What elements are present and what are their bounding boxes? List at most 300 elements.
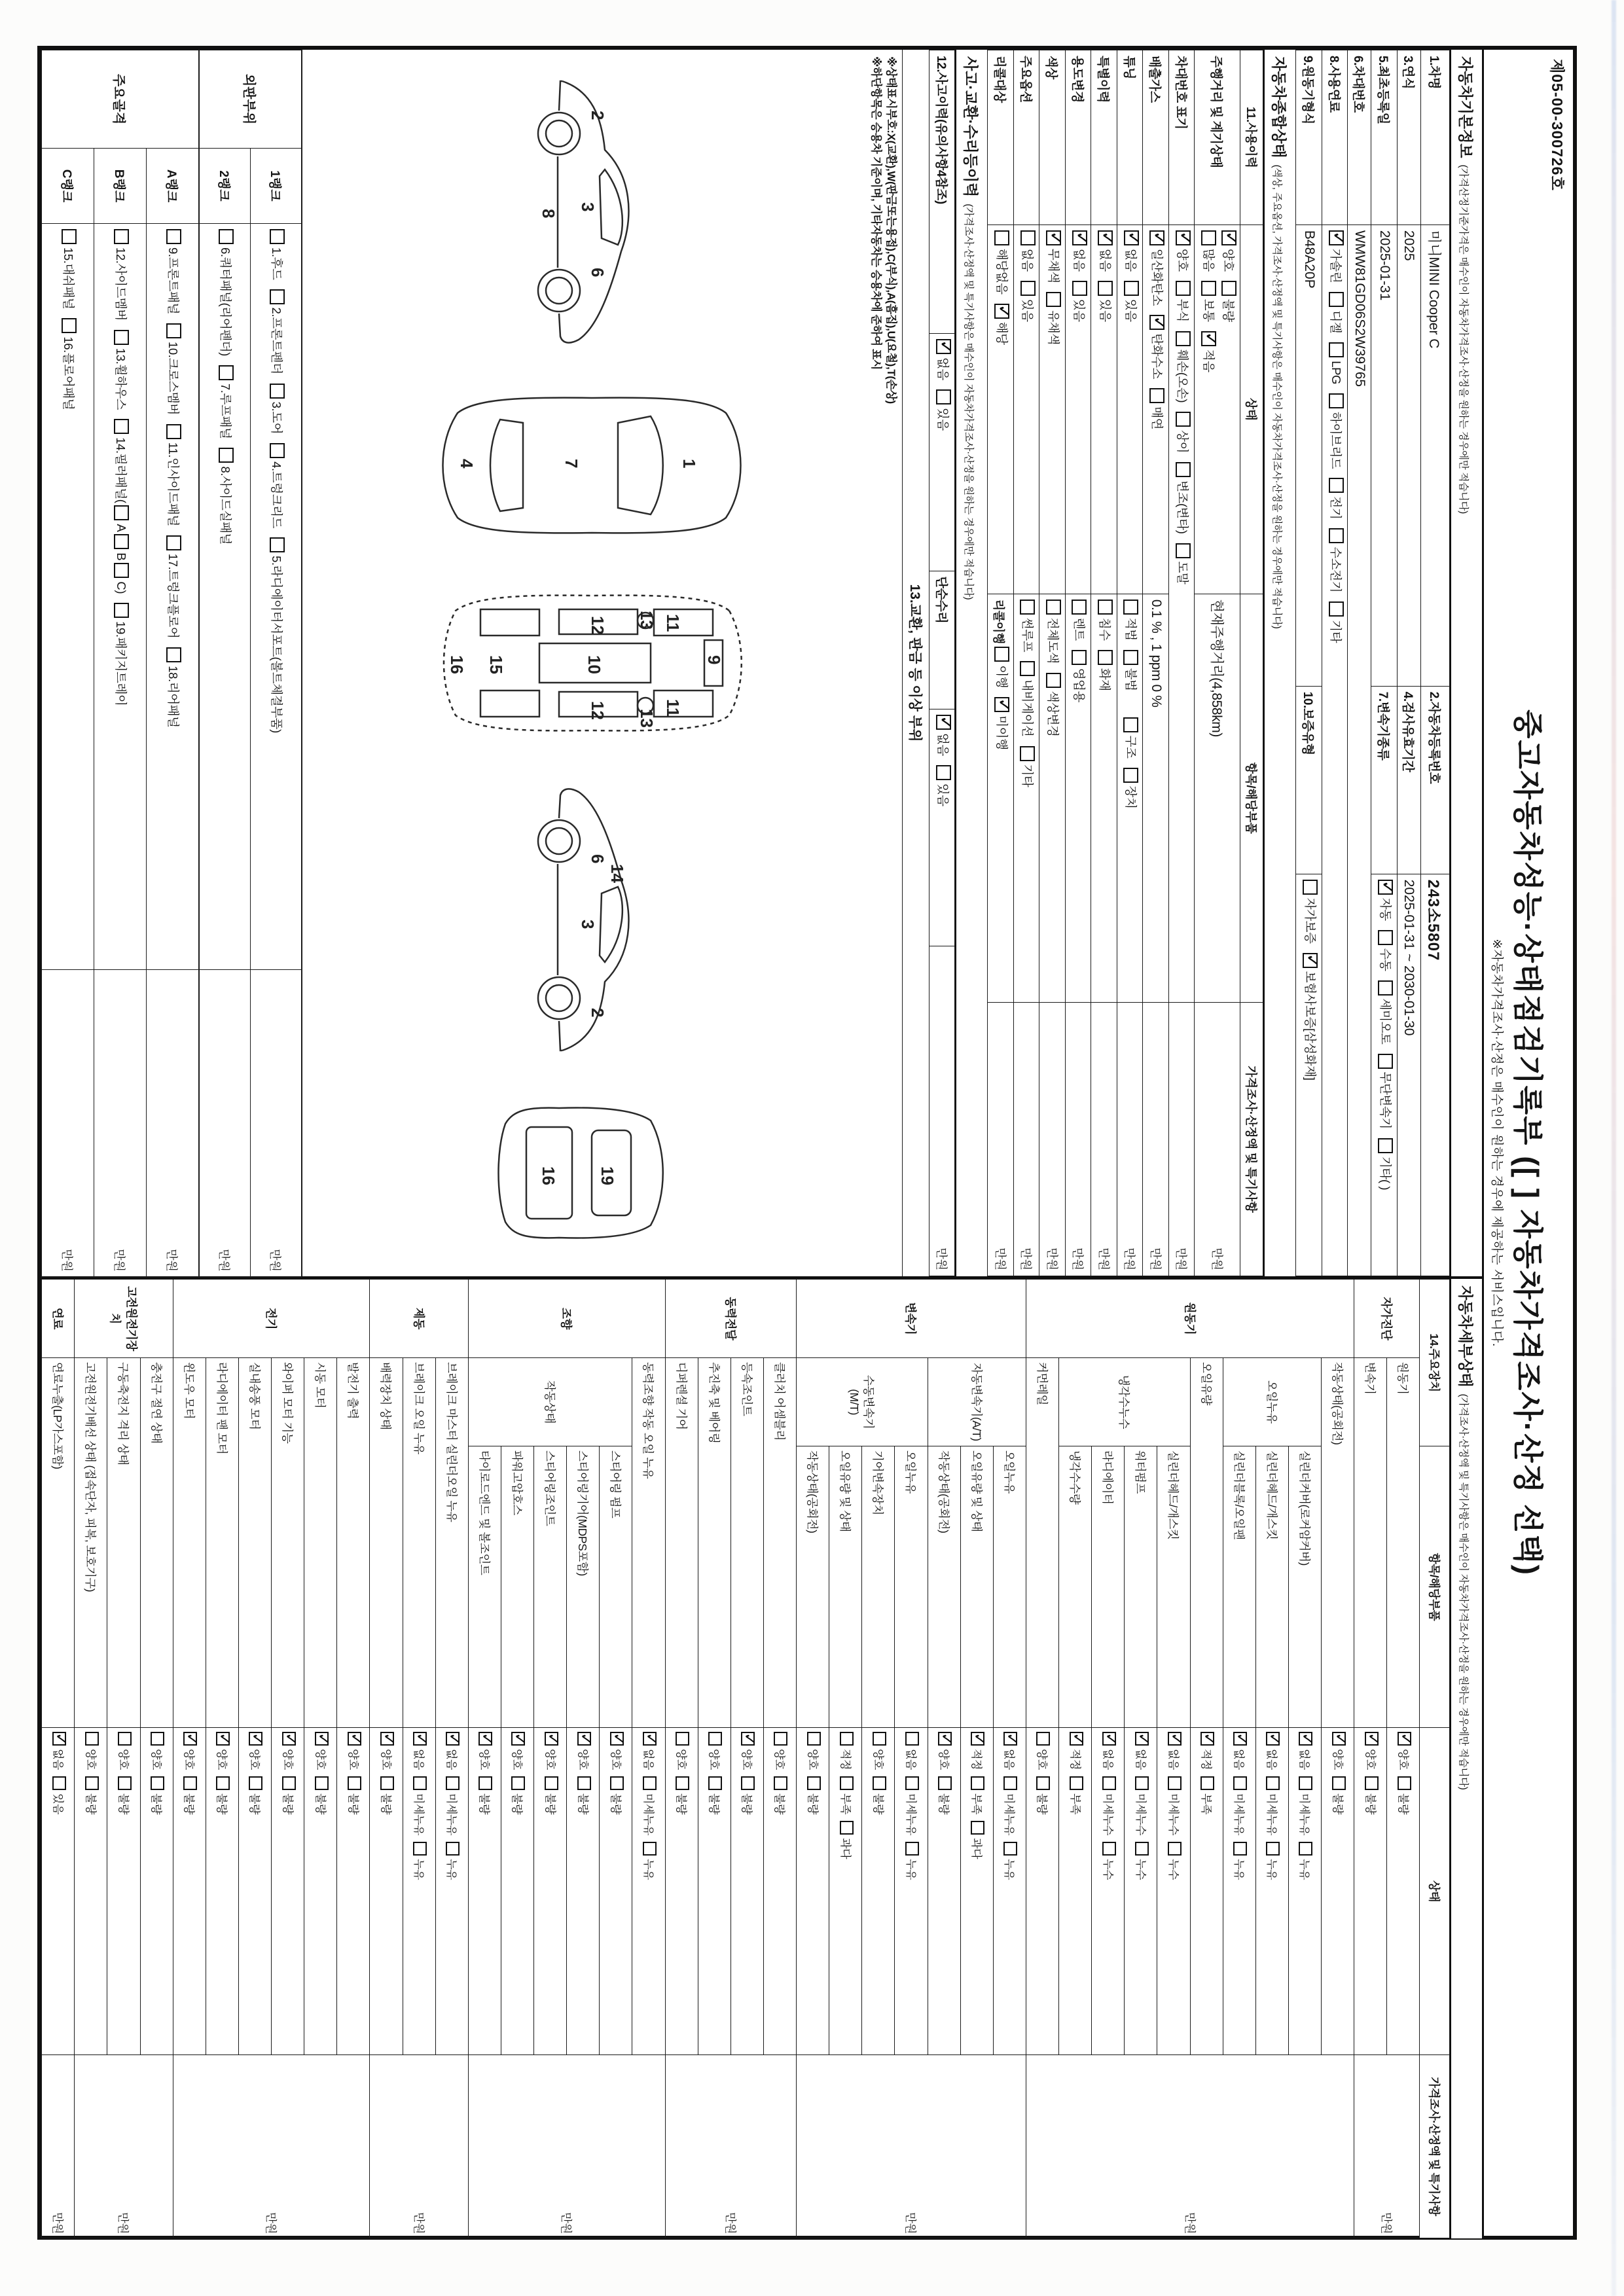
checkbox-불량[interactable] [380,1776,394,1790]
option-누유: 누유 [412,1842,428,1880]
option-있음: 있음 [1123,281,1140,322]
checkbox-6.쿼터패널(리어펜더)[interactable] [219,229,234,244]
checkbox-LPG[interactable] [1329,342,1344,357]
checkbox-영업용[interactable] [1072,650,1087,665]
checkbox-구조[interactable] [1124,717,1139,732]
detail-row-오일유량: 오일유량 ✓ 적정 부족 [1190,1280,1223,2238]
option-양호: ✓ 양호 [379,1732,395,1770]
checkbox-누유[interactable] [905,1842,919,1856]
checkbox-부족[interactable] [971,1776,984,1790]
checkbox-양호-checked[interactable] [282,1732,296,1746]
checkbox-양호[interactable] [85,1732,99,1746]
checkbox-17.트렁크플로어[interactable] [166,535,181,550]
checkbox-불량[interactable] [708,1776,722,1790]
section-basic-title: 자동차기본정보 [1457,56,1474,158]
checkbox-누유[interactable] [413,1842,427,1856]
checkbox-하이브리드[interactable] [1329,393,1344,408]
device-group-전기: 전기 [173,1280,370,1358]
detail-row-브레이크 오일 누유: 브레이크 오일 누유 ✓ 없음 미세누유 누유 [403,1280,435,2238]
checkbox-없음-checked[interactable] [52,1732,66,1746]
checkbox-있음[interactable] [1020,281,1036,296]
checkbox-있음[interactable] [1124,281,1139,296]
checkbox-불량[interactable] [151,1776,164,1790]
checkbox-양호-checked[interactable] [249,1732,263,1746]
rank-row-B랭크: B랭크 12.사이드멤버 13.휠하우스 14.필러패널 ( A B C ) 19.패키지트레이 만원 [94,50,147,1278]
checkbox-없음-checked[interactable] [413,1732,427,1746]
section-comp-title: 자동차종합상태 [1271,56,1288,158]
checkbox-무단변속기[interactable] [1379,1054,1394,1069]
option-미세누유: 미세누유 [1232,1776,1248,1835]
checkbox-불량[interactable] [1398,1776,1411,1790]
detail-row-작동상태(공회전): 원동기 작동상태(공회전) ✓ 양호 불량 만원 [1322,1280,1354,2238]
checkbox-없음-checked[interactable] [1233,1732,1247,1746]
checkbox-미세누유[interactable] [1003,1776,1017,1790]
comp-row-색상: 색상 ✓ 무채색 유채색 전체도색 색상변경 만원 [1039,50,1066,1276]
checkbox-양호[interactable] [118,1732,132,1746]
checkbox-미세누유[interactable] [643,1776,657,1790]
comprehensive-state-table [988,50,1264,1276]
detail-row-윈도우 모터: 윈도우 모터 ✓ 양호 불량 [173,1280,206,2238]
checkbox-불량[interactable] [545,1776,558,1790]
checkbox-보험사보증[삼성화재]-checked[interactable] [1303,953,1318,968]
checkbox-양호-checked[interactable] [315,1732,329,1746]
checkbox-불량[interactable] [1365,1776,1379,1790]
checkbox-불량[interactable] [478,1776,492,1790]
checkbox-과다[interactable] [840,1821,854,1835]
checkbox-불량[interactable] [774,1776,788,1790]
checkbox-없음-checked[interactable] [1299,1732,1313,1746]
price-cell: 만원 [797,2055,1026,2238]
option-적법: 적법 [1123,600,1140,641]
checkbox-렌트[interactable] [1072,600,1087,615]
option-불량: 불량 [1396,1776,1413,1814]
option-도말: 도말 [1175,543,1192,584]
checkbox-미세누수[interactable] [1102,1776,1116,1790]
checkbox-14.필러패널[interactable] [114,419,129,434]
field-value: B48A20P [1296,224,1322,686]
checkbox-양호[interactable] [151,1732,164,1746]
checkbox-누수[interactable] [1102,1842,1116,1856]
checkbox-있음[interactable] [936,765,951,780]
checkbox-불량[interactable] [118,1776,132,1790]
checkbox-불량[interactable] [807,1776,821,1790]
checkbox-해당없음[interactable] [995,230,1010,245]
checkbox-2.프론트펜더[interactable] [270,289,285,304]
option-미세누수: 미세누수 [1101,1776,1117,1835]
checkbox-11.인사이드패널[interactable] [166,424,181,439]
checkbox-있음[interactable] [1072,281,1087,296]
option-불량: 불량 [609,1776,625,1814]
checkbox-18.리어패널[interactable] [166,647,181,662]
checkbox-수동[interactable] [1379,930,1394,945]
checkbox-3.도어[interactable] [270,384,285,399]
checkbox-양호-checked[interactable] [610,1732,624,1746]
option-없음: ✓ 없음 [1298,1732,1314,1770]
checkbox-양호-checked[interactable] [348,1732,361,1746]
checkbox-침수[interactable] [1098,600,1113,615]
checkbox-불량[interactable] [249,1776,263,1790]
field-label: 10.보증유형 [1296,686,1322,874]
checkbox-없음-checked[interactable] [446,1732,460,1746]
svg-text:16: 16 [447,655,467,674]
detail-row-타이로드엔드 및 볼조인트: 타이로드엔드 및 볼조인트 ✓ 양호 불량 [468,1280,501,2238]
checkbox-없음-checked[interactable] [643,1732,657,1746]
checkbox-불법[interactable] [1124,650,1139,665]
checkbox-13.휠하우스[interactable] [114,330,129,345]
detail-row-작동상태(공회전): 작동상태(공회전) 양호 불량 [797,1280,829,2238]
checkbox-일산화탄소-checked[interactable] [1150,230,1165,245]
checkbox-불량[interactable] [577,1776,591,1790]
option-불량: 불량 [773,1776,789,1814]
option-부족: 부족 [1068,1776,1085,1814]
detail-row-추진축 및 베어링: 추진축 및 베어링 양호 불량 [698,1280,731,2238]
checkbox-장치[interactable] [1124,768,1139,783]
checkbox-탄화수소-checked[interactable] [1150,315,1165,330]
checkbox-양호-checked[interactable] [577,1732,591,1746]
checkbox-도말[interactable] [1176,543,1191,558]
checkbox-누유[interactable] [1299,1842,1313,1856]
checkbox-불량[interactable] [315,1776,329,1790]
option-미세누유: 미세누유 [1002,1776,1019,1835]
checkbox-변조(변타)[interactable] [1176,462,1191,477]
checkbox-있음[interactable] [52,1776,66,1790]
column-header: 11.사용이력 [1240,50,1263,225]
item-detail-cell [1039,594,1066,1002]
checkbox-14.필러패널-A[interactable] [114,505,129,520]
checkbox-불량[interactable] [610,1776,624,1790]
checkbox-불량[interactable] [1332,1776,1346,1790]
option-양호: 양호 [674,1732,691,1770]
checkbox-불량[interactable] [512,1776,526,1790]
svg-text:8: 8 [539,209,559,219]
price-cell: 만원 [370,2055,468,2238]
option-불량: 불량 [346,1776,363,1814]
checkbox-적법[interactable] [1124,600,1139,615]
option-양호: 양호 [149,1732,166,1770]
checkbox-양호-checked[interactable] [1398,1732,1411,1746]
column-header: 항목/해당부품 [1240,594,1263,1002]
checkbox-기타( )[interactable] [1379,1138,1394,1153]
checkbox-누유[interactable] [1266,1842,1280,1856]
checkbox-없음-checked[interactable] [1003,1732,1017,1746]
checkbox-미세누유[interactable] [905,1776,919,1790]
checkbox-보통[interactable] [1202,281,1217,296]
checkbox-10.크로스멤버[interactable] [166,323,181,338]
checkbox-12.사이드멤버[interactable] [114,229,129,244]
checkbox-양호-checked[interactable] [216,1732,230,1746]
checkbox-적정-checked[interactable] [1200,1732,1214,1746]
checkbox-양호[interactable] [1037,1732,1051,1746]
price-cell: 만원 [468,2055,665,2238]
rear-view-diagram [494,1091,690,1255]
checkbox-5.라디에이터서포트(볼트체결부품)[interactable] [270,537,285,552]
subgroup-자동변속기(A/T): 자동변속기(A/T) [928,1358,1026,1446]
option-불량: 불량 [248,1776,264,1814]
option-미세누유: 미세누유 [641,1776,658,1835]
option-부족: 부족 [839,1776,855,1814]
price-cell: 만원 [1039,1003,1066,1276]
checkbox-내비게이션[interactable] [1020,661,1036,676]
option-하이브리드: 하이브리드 [1328,393,1345,469]
checkbox-양호[interactable] [708,1732,722,1746]
checkbox-7.루프패널[interactable] [219,365,234,380]
checkbox-적정[interactable] [840,1732,854,1746]
price-cell: 만원 [988,1003,1014,1276]
option-양호: ✓ 양호 [1363,1732,1380,1770]
checkbox-기타[interactable] [1020,746,1036,761]
checkbox-미세누유[interactable] [446,1776,460,1790]
checkbox-디젤[interactable] [1329,292,1344,307]
field-label: 9.원동기형식 [1296,50,1322,225]
accident-row-table [929,50,956,1276]
checkbox-없음-checked[interactable] [1072,230,1087,245]
checkbox-부족[interactable] [1200,1776,1214,1790]
checkbox-양호[interactable] [873,1732,886,1746]
checkbox-누유[interactable] [446,1842,460,1856]
svg-text:10: 10 [585,655,605,674]
checkbox-불량[interactable] [741,1776,755,1790]
option-미세누유: 미세누유 [444,1776,461,1835]
subgroup-작동상태: 작동상태 [468,1358,632,1446]
rank-row-1랭크: 외판부위 1랭크 1.후드 2.프론트펜더 3.도어 4.트렁크리드 5.라디에이터서포트(볼트체결부품) 만원 [251,50,302,1278]
checkbox-없음-checked[interactable] [1168,1732,1182,1746]
checkbox-양호-checked[interactable] [478,1732,492,1746]
checkbox-불량[interactable] [1221,281,1236,296]
option-불량: 불량 [477,1776,494,1814]
checkbox-수소전기[interactable] [1329,528,1344,543]
accident-block [41,50,956,1276]
checkbox-없음-checked[interactable] [1266,1732,1280,1746]
checkbox-미세누유[interactable] [413,1776,427,1790]
rank-items [42,224,94,970]
option-있음: 있음 [1072,281,1089,322]
device-group-변속기: 변속기 [797,1280,1026,1358]
checkbox-8.사이드실패널[interactable] [219,448,234,463]
option-자가보증: 자가보증 [1302,880,1319,944]
svg-text:4: 4 [457,459,477,469]
checkbox-가솔린-checked[interactable] [1329,230,1344,245]
checkbox-전기[interactable] [1329,478,1344,493]
device-group-자가진단: 자가진단 [1354,1280,1420,1358]
checkbox-14.필러패널-C[interactable] [114,563,129,578]
comp-row-배출가스: 배출가스 ✓ 일산화탄소 ✓ 탄화수소 매연 0.1 % , 1 ppm 0 % 만원 [1143,50,1169,1276]
checkbox-미세누수[interactable] [1135,1776,1149,1790]
checkbox-있음[interactable] [1098,281,1113,296]
checkbox-적정-checked[interactable] [1070,1732,1083,1746]
checkbox-미이행-checked[interactable] [995,697,1010,712]
section-comprehensive [1264,50,1296,1276]
checkbox-14.필러패널-B[interactable] [114,534,129,549]
comp-row-차대번호 표기: 차대번호 표기 ✓ 양호 부식 훼손(오손) 상이 변조(변타) 도말 만원 [1169,50,1195,1276]
checkbox-미세누수[interactable] [1168,1776,1182,1790]
option-양호: 양호 [773,1732,789,1770]
checkbox-미세누유[interactable] [1233,1776,1247,1790]
column-header: 가격조사·산정액 및 특기사항 [1420,2055,1450,2238]
option-양호: ✓ 양호 [314,1732,330,1770]
option-전체도색: 전체도색 [1045,600,1062,664]
option-9.프론트패널: 9.프론트패널 [165,229,182,314]
checkbox-누유[interactable] [1233,1842,1247,1856]
checkbox-없음-checked[interactable] [1102,1732,1116,1746]
checkbox-없음-checked[interactable] [1124,230,1139,245]
checkbox-누수[interactable] [1135,1842,1149,1856]
checkbox-없음[interactable] [1020,230,1036,245]
checkbox-9.프론트패널[interactable] [166,229,181,244]
checkbox-상이[interactable] [1176,412,1191,427]
svg-text:2: 2 [588,1007,608,1018]
option-불량: 불량 [1036,1776,1052,1814]
column-header: 가격조사·산정액 및 특기사항 [1240,1003,1263,1276]
checkbox-불량[interactable] [282,1776,296,1790]
option-없음: ✓ 없음 [1072,230,1089,272]
svg-text:1: 1 [679,459,700,469]
checkbox-양호-checked[interactable] [938,1732,952,1746]
option-양호: ✓ 양호 [477,1732,494,1770]
option-없음: ✓ 없음 [935,339,952,380]
section-basic-info [1450,50,1482,1276]
checkbox-15.대쉬패널[interactable] [62,229,77,244]
option-없음: ✓ 없음 [412,1732,428,1770]
checkbox-부족[interactable] [840,1776,854,1790]
option-침수: 침수 [1097,600,1114,641]
checkbox-불량[interactable] [85,1776,99,1790]
checkbox-해당-checked[interactable] [995,304,1010,319]
option-양호: ✓ 양호 [215,1732,231,1770]
rank-items [147,224,199,970]
checkbox-많음[interactable] [1202,230,1217,245]
option-구조: 구조 [1123,717,1140,759]
option-미세누유: 미세누유 [904,1776,920,1835]
checkbox-부족[interactable] [1070,1776,1083,1790]
checkbox-누수[interactable] [1168,1842,1182,1856]
checkbox-양호-checked[interactable] [1176,230,1191,245]
checkbox-불량[interactable] [873,1776,886,1790]
option-변조(변타): 변조(변타) [1175,462,1192,533]
option-15.대쉬패널: 15.대쉬패널 [60,229,77,309]
checkbox-전체도색[interactable] [1046,600,1061,615]
option-양호: 양호 [806,1732,822,1770]
detail-row-실린더커버(로커암커버): 오일누유 실린더커버(로커암커버) ✓ 없음 미세누유 누유 [1288,1280,1321,2238]
vehicle-diagram-area [302,50,902,1276]
checkbox-불량[interactable] [1037,1776,1051,1790]
basic-row [1421,50,1450,1276]
checkbox-불량[interactable] [676,1776,689,1790]
checkbox-무채색-checked[interactable] [1047,230,1062,245]
option-있음: 있음 [1097,281,1114,322]
option-불량: 불량 [937,1776,953,1814]
checkbox-부식[interactable] [1176,281,1191,296]
option-있음: 있음 [935,389,952,431]
option-12.사이드멤버: 12.사이드멤버 [113,229,130,321]
checkbox-불량[interactable] [216,1776,230,1790]
checkbox-색상변경[interactable] [1046,673,1061,688]
price-cell: 만원 [42,2055,75,2238]
checkbox-누유[interactable] [1003,1842,1017,1856]
checkbox-있음[interactable] [936,389,951,404]
detail-row-클러치 어셈블리: 동력전달 클러치 어셈블리 양호 불량 만원 [763,1280,796,2238]
checkbox-양호-checked[interactable] [741,1732,755,1746]
checkbox-훼손(오손)[interactable] [1176,331,1191,346]
checkbox-적정-checked[interactable] [971,1732,984,1746]
option-7.루프패널: 7.루프패널 [217,365,234,439]
detail-row-연료누출(LP가스포함): 연료 연료누출(LP가스포함) ✓ 없음 있음 만원 [42,1280,75,2238]
checkbox-자가보증[interactable] [1303,880,1318,895]
checkbox-불량[interactable] [183,1776,197,1790]
checkbox-누유[interactable] [643,1842,657,1856]
checkbox-매연[interactable] [1150,388,1165,403]
checkbox-미세누유[interactable] [1299,1776,1313,1790]
option-있음: 있음 [935,765,952,806]
checkbox-유채색[interactable] [1047,292,1062,307]
field-label: 5.최초등록일 [1371,50,1398,225]
option-양호: ✓ 양호 [740,1732,756,1770]
checkbox-썬루프[interactable] [1020,600,1036,615]
detail-row-와이퍼 모터 기능: 와이퍼 모터 기능 ✓ 양호 불량 [272,1280,304,2238]
option-자동: ✓ 자동 [1377,880,1394,921]
checkbox-과다[interactable] [971,1821,984,1835]
checkbox-양호-checked[interactable] [545,1732,558,1746]
option-불법: 불법 [1123,650,1140,691]
checkbox-4.트렁크리드[interactable] [270,443,285,458]
checkbox-적음-checked[interactable] [1202,331,1217,346]
checkbox-없음-checked[interactable] [1135,1732,1149,1746]
option-양호: ✓ 양호 [281,1732,297,1770]
detail-row-커먼레일: 커먼레일 양호 불량 [1026,1280,1058,2238]
price-cell: 만원 [1014,1003,1040,1276]
basic-row [1296,50,1322,1276]
checkbox-양호-checked[interactable] [1221,230,1236,245]
checkbox-없음-checked[interactable] [936,339,951,354]
main-frame-table [41,50,199,1278]
checkbox-양호[interactable] [676,1732,689,1746]
detail-row-브레이크 마스터 실린더오일 누유: 제동 브레이크 마스터 실린더오일 누유 ✓ 없음 미세누유 누유 만원 [435,1280,468,2238]
checkbox-없음-checked[interactable] [936,715,951,730]
checkbox-양호-checked[interactable] [1332,1732,1346,1746]
checkbox-미세누유[interactable] [1266,1776,1280,1790]
option-탄화수소: ✓ 탄화수소 [1149,315,1166,379]
checkbox-1.후드[interactable] [270,229,285,244]
option-8.사이드실패널: 8.사이드실패널 [217,448,234,544]
checkbox-자동-checked[interactable] [1379,880,1394,895]
item-detail-cell: 리콜이행 이행 ✓ 미이행 [988,594,1014,1002]
field-label: 4.검사유효기간 [1398,686,1421,874]
checkbox-불량[interactable] [348,1776,361,1790]
checkbox-양호-checked[interactable] [1365,1732,1379,1746]
checkbox-기타[interactable] [1329,601,1344,617]
field-value [1371,874,1398,1276]
option-없음: ✓ 없음 [1134,1732,1150,1770]
checkbox-양호[interactable] [807,1732,821,1746]
checkbox-양호-checked[interactable] [380,1732,394,1746]
checkbox-세미오토[interactable] [1379,980,1394,996]
checkbox-양호-checked[interactable] [183,1732,197,1746]
checkbox-없음-checked[interactable] [1098,230,1113,245]
section-basic-note: (가격산정기준가격은 매수인이 자동차가격조사·산정을 원하는 경우에만 적습니다) [1458,164,1469,514]
checkbox-이행[interactable] [995,647,1010,662]
checkbox-양호[interactable] [774,1732,788,1746]
checkbox-19.패키지트레이[interactable] [114,603,129,618]
detail-row-배력장치 상태: 배력장치 상태 ✓ 양호 불량 [370,1280,403,2238]
checkbox-화재[interactable] [1098,650,1113,665]
option-누유: 누유 [1265,1842,1281,1880]
detail-row-발전기 출력: 전기 발전기 출력 ✓ 양호 불량 만원 [337,1280,370,2238]
checkbox-불량[interactable] [938,1776,952,1790]
checkbox-양호-checked[interactable] [512,1732,526,1746]
checkbox-없음[interactable] [905,1732,919,1746]
price-cell: 만원 [1091,1003,1117,1276]
option-19.패키지트레이: 19.패키지트레이 [113,603,130,706]
checkbox-16.플로어패널[interactable] [62,318,77,333]
